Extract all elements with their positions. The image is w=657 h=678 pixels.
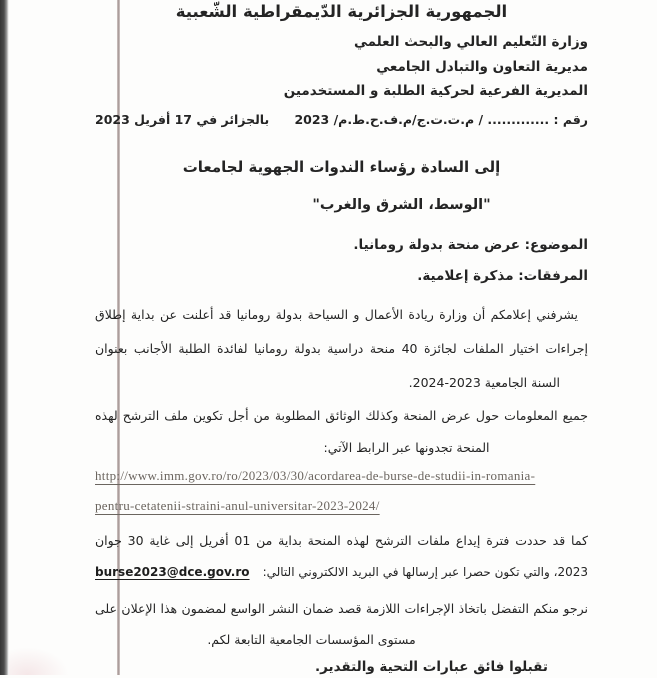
reference-line bbox=[95, 109, 588, 131]
ministry-line-3: المديرية الفرعية لحركية الطلبة و المستخدمين bbox=[283, 83, 588, 99]
body-paragraph3-line1: كما قد حددت فترة إيداع ملفات الترشح لهذه المنحة بداية من 01 أفريل إلى غاية 30 جوان bbox=[95, 533, 588, 548]
scan-smudge bbox=[9, 647, 69, 675]
ministry-line-2: مديرية التعاون والتبادل الجامعي bbox=[376, 59, 588, 75]
body-paragraph3-line2 bbox=[95, 561, 588, 583]
scan-edge-shadow bbox=[0, 0, 9, 675]
recipient-heading: إلى السادة رؤساء الندوات الجهوية لجامعات bbox=[182, 158, 501, 176]
closing-salutation: تقبلوا فائق عبارات التحية والتقدير. bbox=[315, 659, 548, 675]
email-link[interactable]: burse2023@dce.gov.ro bbox=[95, 565, 250, 579]
republic-title: الجمهورية الجزائرية الدّيمقراطية الشّعبية bbox=[175, 2, 508, 21]
deadline-text: 2023، والتي تكون حصرا عبر إرسالها في البريد الالكتروني التالي: bbox=[262, 565, 588, 579]
body-paragraph1-line3: السنة الجامعية 2023-2024. bbox=[408, 375, 560, 390]
ministry-line-1: وزارة التّعليم العالي والبحث العلمي bbox=[353, 34, 588, 50]
letter-document bbox=[95, 0, 588, 675]
body-paragraph4-line1: نرجو منكم التفضل باتخاذ الإجراءات اللازمة قصد ضمان النشر الواسع لمضمون هذا الإعلان على bbox=[95, 601, 588, 616]
place-and-date: بالجزائر في 17 أفريل 2023 bbox=[95, 112, 270, 127]
body-paragraph2-line1: جميع المعلومات حول عرض المنحة وكذلك الوثائق المطلوبة من أجل تكوين ملف الترشح لهذه bbox=[95, 408, 588, 423]
scholarship-link-line1[interactable]: http://www.imm.gov.ro/ro/2023/03/30/acordarea-de-burse-de-studii-in-romania- bbox=[95, 468, 536, 483]
body-paragraph4-line2: مستوى المؤسسات الجامعية التابعة لكم. bbox=[207, 632, 416, 647]
body-paragraph1-line2: إجراءات اختيار الملفات لجائزة 40 منحة دراسية بدولة رومانيا لفائدة الطلبة الأجانب بعنوان bbox=[95, 341, 589, 356]
body-paragraph1-line1: يشرفني إعلامكم أن وزارة ريادة الأعمال و السياحة بدولة رومانيا قد أعلنت عن بداية إطلاق bbox=[95, 307, 578, 322]
body-paragraph2-line2: المنحة تجدونها عبر الرابط الآتي: bbox=[323, 440, 490, 455]
attachments-line: المرفقات: مذكرة إعلامية. bbox=[417, 268, 588, 284]
scholarship-link-line2[interactable]: pentru-cetatenii-straini-anul-universitar-2023-2024/ bbox=[95, 498, 380, 513]
recipient-regions: "الوسط، الشرق والغرب" bbox=[312, 197, 491, 213]
subject-line: الموضوع: عرض منحة بدولة رومانيا. bbox=[353, 237, 588, 253]
reference-number: رقم : ............. / م.ت.ت.ج/م.ف.ح.ط.م/ 2023 bbox=[294, 112, 588, 127]
